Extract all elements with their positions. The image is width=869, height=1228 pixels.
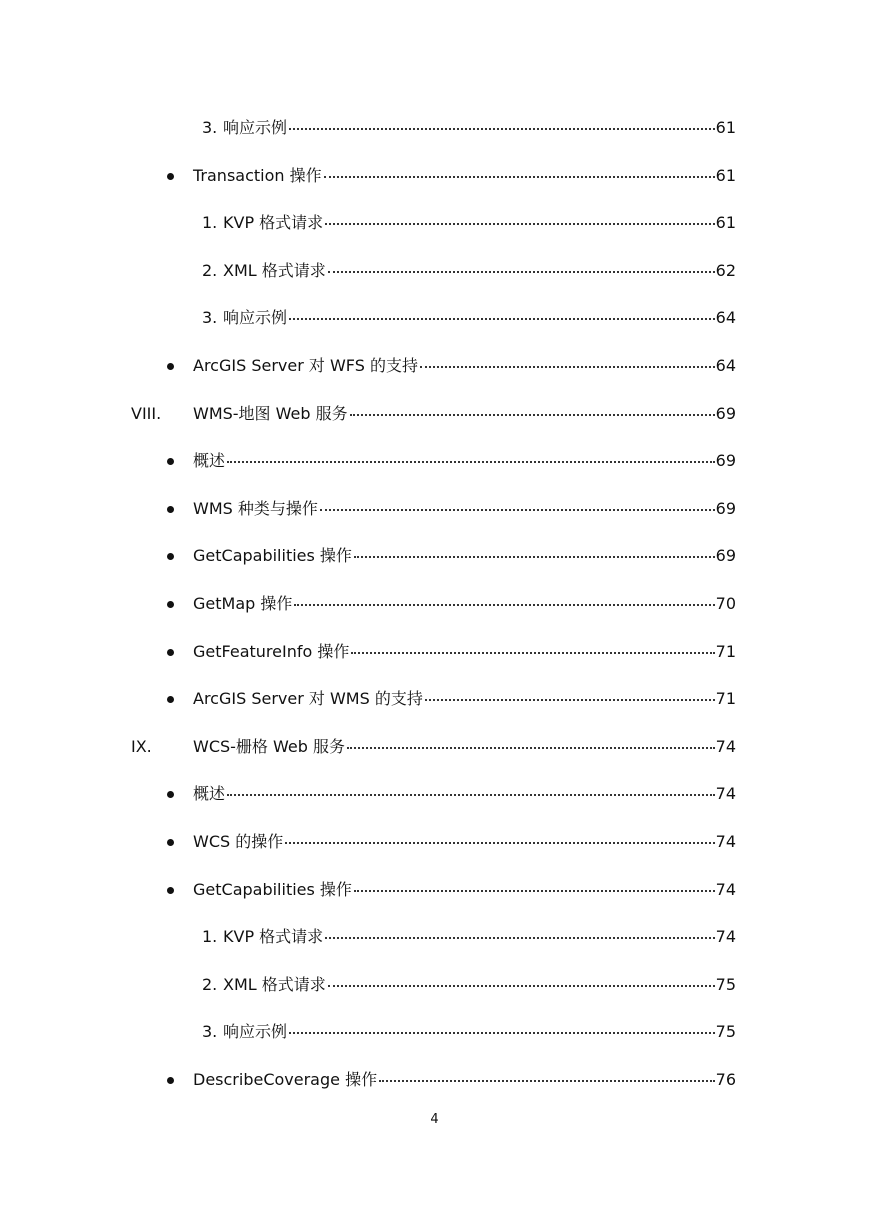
toc-entry-page[interactable]: 69 bbox=[715, 451, 736, 471]
toc-entry[interactable] bbox=[0, 913, 869, 961]
dot-leader bbox=[325, 222, 714, 225]
toc-entry[interactable] bbox=[0, 390, 869, 438]
toc-entry-title[interactable]: WMS-地图 Web 服务 bbox=[193, 403, 348, 423]
toc-entry-title[interactable]: 响应示例 bbox=[223, 1022, 288, 1042]
toc-entry[interactable] bbox=[0, 1008, 869, 1056]
toc-entry-title[interactable]: KVP 格式请求 bbox=[223, 927, 324, 947]
dot-leader bbox=[351, 651, 714, 654]
toc-entry-page[interactable]: 69 bbox=[715, 498, 736, 518]
toc-entry-title[interactable]: GetCapabilities 操作 bbox=[193, 546, 352, 566]
dot-leader bbox=[354, 555, 715, 558]
bullet-icon bbox=[167, 696, 174, 703]
toc-entry-page[interactable]: 70 bbox=[715, 593, 736, 613]
toc-entry-page[interactable]: 61 bbox=[715, 165, 736, 185]
toc-entry-title[interactable]: WCS 的操作 bbox=[193, 831, 284, 851]
dot-leader bbox=[294, 603, 714, 606]
toc-entry-title[interactable]: GetMap 操作 bbox=[193, 593, 293, 613]
toc-entry-number: 2. bbox=[202, 260, 218, 280]
dot-leader bbox=[325, 936, 714, 939]
toc-entry-page[interactable]: 74 bbox=[715, 831, 736, 851]
toc-entry[interactable] bbox=[0, 818, 869, 866]
bullet-icon bbox=[167, 363, 174, 370]
dot-leader bbox=[347, 746, 715, 749]
toc-entry-page[interactable]: 71 bbox=[715, 689, 736, 709]
toc-entry-page[interactable]: 69 bbox=[715, 403, 736, 423]
toc-entry-title[interactable]: 响应示例 bbox=[223, 118, 288, 137]
toc-entry-title[interactable]: KVP 格式请求 bbox=[223, 213, 324, 233]
toc-entry[interactable] bbox=[0, 342, 869, 390]
toc-entry[interactable] bbox=[0, 866, 869, 914]
toc-entry-title[interactable]: DescribeCoverage 操作 bbox=[193, 1069, 378, 1089]
toc-entry-number: 1. bbox=[202, 927, 218, 947]
toc-entry-title[interactable]: 概述 bbox=[193, 451, 226, 471]
toc-entry-title[interactable]: XML 格式请求 bbox=[223, 974, 326, 994]
dot-leader bbox=[328, 984, 715, 987]
bullet-icon bbox=[167, 601, 174, 608]
toc-entry-page[interactable]: 62 bbox=[715, 260, 736, 280]
dot-leader bbox=[324, 175, 715, 178]
toc-entry[interactable] bbox=[0, 532, 869, 580]
toc-entry[interactable] bbox=[0, 247, 869, 295]
toc-entry-title[interactable]: 响应示例 bbox=[223, 308, 288, 328]
dot-leader bbox=[328, 270, 715, 273]
toc-entry-page[interactable]: 74 bbox=[715, 784, 736, 804]
toc-entry-title[interactable]: WCS-栅格 Web 服务 bbox=[193, 736, 345, 756]
toc-entry-number: 3. bbox=[202, 118, 218, 137]
table-of-contents bbox=[0, 104, 869, 1103]
toc-entry-number: 3. bbox=[202, 308, 218, 328]
dot-leader bbox=[289, 127, 715, 130]
toc-entry[interactable] bbox=[0, 104, 869, 152]
toc-entry-page[interactable]: 76 bbox=[715, 1069, 736, 1089]
page-number: 4 bbox=[430, 1112, 439, 1127]
bullet-icon bbox=[167, 649, 174, 656]
toc-entry-title[interactable]: ArcGIS Server 对 WFS 的支持 bbox=[193, 355, 418, 375]
toc-entry-page[interactable]: 64 bbox=[715, 308, 736, 328]
dot-leader bbox=[425, 698, 715, 701]
toc-entry-number: VIII. bbox=[131, 403, 162, 423]
toc-entry-title[interactable]: GetFeatureInfo 操作 bbox=[193, 641, 350, 661]
bullet-icon bbox=[167, 887, 174, 894]
bullet-icon bbox=[167, 839, 174, 846]
toc-entry-page[interactable]: 74 bbox=[715, 736, 736, 756]
bullet-icon bbox=[167, 791, 174, 798]
toc-entry-page[interactable]: 71 bbox=[715, 641, 736, 661]
toc-entry-page[interactable]: 74 bbox=[715, 879, 736, 899]
toc-entry[interactable] bbox=[0, 580, 869, 628]
toc-entry-title[interactable]: XML 格式请求 bbox=[223, 260, 326, 280]
toc-entry[interactable] bbox=[0, 199, 869, 247]
dot-leader bbox=[379, 1079, 715, 1082]
toc-entry[interactable] bbox=[0, 1056, 869, 1104]
toc-entry-number: 1. bbox=[202, 213, 218, 233]
toc-entry[interactable] bbox=[0, 770, 869, 818]
toc-entry-title[interactable]: 概述 bbox=[193, 784, 226, 804]
toc-entry[interactable] bbox=[0, 294, 869, 342]
toc-entry[interactable] bbox=[0, 485, 869, 533]
bullet-icon bbox=[167, 1077, 174, 1084]
toc-entry-page[interactable]: 61 bbox=[715, 118, 736, 137]
dot-leader bbox=[227, 793, 715, 796]
toc-entry-title[interactable]: GetCapabilities 操作 bbox=[193, 879, 352, 899]
toc-entry-title[interactable]: ArcGIS Server 对 WMS 的支持 bbox=[193, 689, 423, 709]
dot-leader bbox=[354, 889, 715, 892]
dot-leader bbox=[285, 841, 714, 844]
dot-leader bbox=[320, 508, 715, 511]
toc-entry-page[interactable]: 75 bbox=[715, 1022, 736, 1042]
toc-entry[interactable] bbox=[0, 961, 869, 1009]
dot-leader bbox=[289, 317, 715, 320]
toc-entry-title[interactable]: Transaction 操作 bbox=[193, 165, 322, 185]
toc-entry-title[interactable]: WMS 种类与操作 bbox=[193, 498, 318, 518]
toc-entry-number: 3. bbox=[202, 1022, 218, 1042]
toc-entry-page[interactable]: 74 bbox=[715, 927, 736, 947]
dot-leader bbox=[227, 460, 715, 463]
bullet-icon bbox=[167, 553, 174, 560]
toc-entry[interactable] bbox=[0, 152, 869, 200]
toc-entry-number: 2. bbox=[202, 974, 218, 994]
toc-entry-page[interactable]: 61 bbox=[715, 213, 736, 233]
toc-entry[interactable] bbox=[0, 437, 869, 485]
toc-entry-number: IX. bbox=[131, 736, 152, 756]
toc-entry-page[interactable]: 75 bbox=[715, 974, 736, 994]
bullet-icon bbox=[167, 506, 174, 513]
bullet-icon bbox=[167, 173, 174, 180]
dot-leader bbox=[350, 413, 715, 416]
toc-entry[interactable] bbox=[0, 675, 869, 723]
dot-leader bbox=[289, 1031, 715, 1034]
toc-entry[interactable] bbox=[0, 723, 869, 771]
bullet-icon bbox=[167, 458, 174, 465]
toc-entry-page[interactable]: 64 bbox=[715, 355, 736, 375]
toc-entry[interactable] bbox=[0, 628, 869, 676]
toc-entry-page[interactable]: 69 bbox=[715, 546, 736, 566]
dot-leader bbox=[420, 365, 715, 368]
